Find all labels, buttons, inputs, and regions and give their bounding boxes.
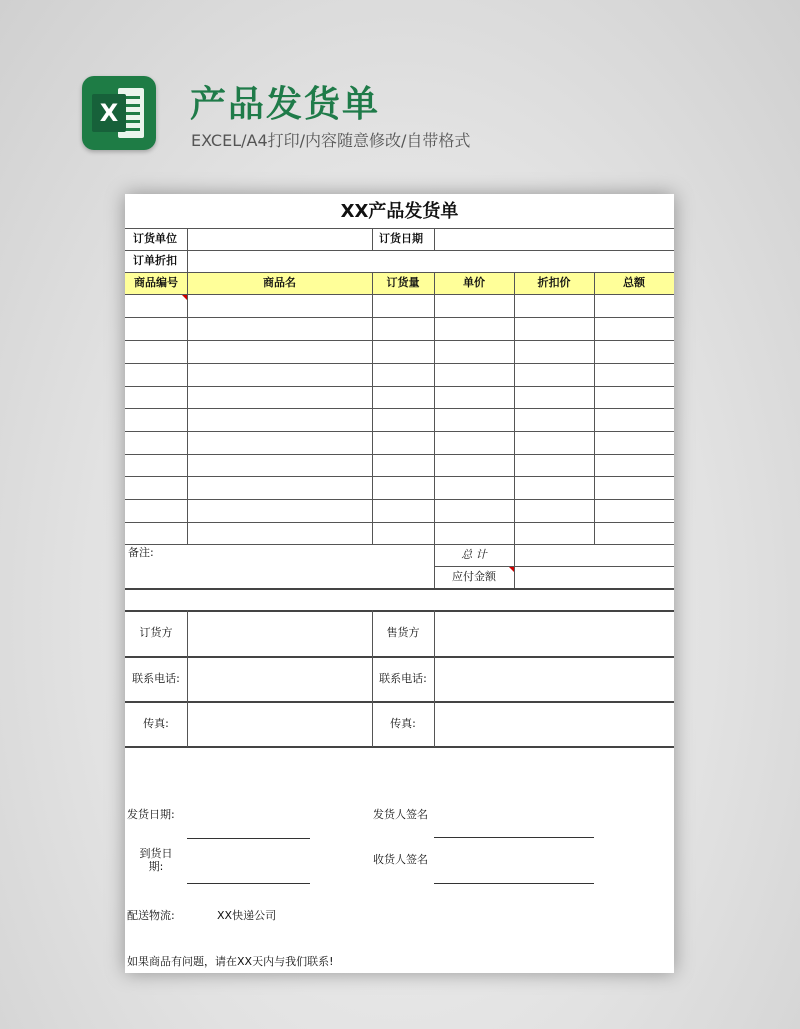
sheet-title: XX产品发货单 bbox=[340, 201, 459, 223]
column-header-discount-price: 折扣价 bbox=[537, 276, 571, 290]
buyer-phone-label: 联系电话: bbox=[132, 671, 180, 685]
receiver-sign-label: 收货人签名 bbox=[373, 853, 428, 867]
seller-phone-field[interactable] bbox=[435, 658, 673, 700]
total-label: 总 计 bbox=[461, 548, 487, 562]
order-unit-field[interactable] bbox=[188, 229, 371, 249]
invoice-sheet bbox=[125, 194, 674, 973]
arrival-date-label: 到货日期: bbox=[139, 846, 173, 873]
seller-fax-field[interactable] bbox=[435, 703, 673, 745]
footer-note: 如果商品有问题，请在XX天内与我们联系! bbox=[127, 955, 334, 969]
column-header-unit-price: 单价 bbox=[463, 276, 485, 290]
order-discount-field[interactable] bbox=[188, 251, 673, 271]
order-unit-label: 订货单位 bbox=[133, 232, 177, 246]
buyer-label: 订货方 bbox=[139, 626, 173, 640]
buyer-phone-field[interactable] bbox=[188, 658, 371, 700]
excel-x-icon: X bbox=[92, 94, 126, 132]
shipper-sign-label: 发货人签名 bbox=[373, 808, 428, 822]
buyer-fax-field[interactable] bbox=[188, 703, 371, 745]
excel-app-icon bbox=[82, 76, 156, 150]
comment-flag-icon bbox=[182, 295, 187, 300]
column-header-item-no: 商品编号 bbox=[134, 276, 178, 290]
seller-fax-label: 传真: bbox=[390, 716, 416, 730]
seller-label: 售货方 bbox=[386, 626, 420, 640]
remarks-label: 备注: bbox=[128, 546, 154, 559]
order-date-label: 订货日期 bbox=[379, 232, 423, 246]
page-subtitle: EXCEL/A4打印/内容随意修改/自带格式 bbox=[191, 131, 471, 150]
column-header-item-name: 商品名 bbox=[263, 276, 296, 290]
order-date-field[interactable] bbox=[435, 229, 673, 249]
column-header-quantity: 订货量 bbox=[386, 276, 420, 290]
logistics-label: 配送物流: bbox=[127, 909, 175, 923]
total-value-field[interactable] bbox=[515, 545, 673, 565]
seller-field[interactable] bbox=[435, 612, 673, 655]
payable-label: 应付金额 bbox=[452, 570, 496, 584]
buyer-fax-label: 传真: bbox=[143, 716, 169, 730]
seller-phone-label: 联系电话: bbox=[379, 671, 427, 685]
order-discount-label: 订单折扣 bbox=[133, 254, 177, 268]
buyer-field[interactable] bbox=[188, 612, 371, 655]
column-header-total: 总额 bbox=[623, 276, 645, 290]
payable-value-field[interactable] bbox=[515, 567, 673, 587]
ship-date-label: 发货日期: bbox=[127, 808, 175, 822]
page-title: 产品发货单 bbox=[190, 84, 381, 125]
logistics-value: XX快递公司 bbox=[217, 909, 277, 923]
